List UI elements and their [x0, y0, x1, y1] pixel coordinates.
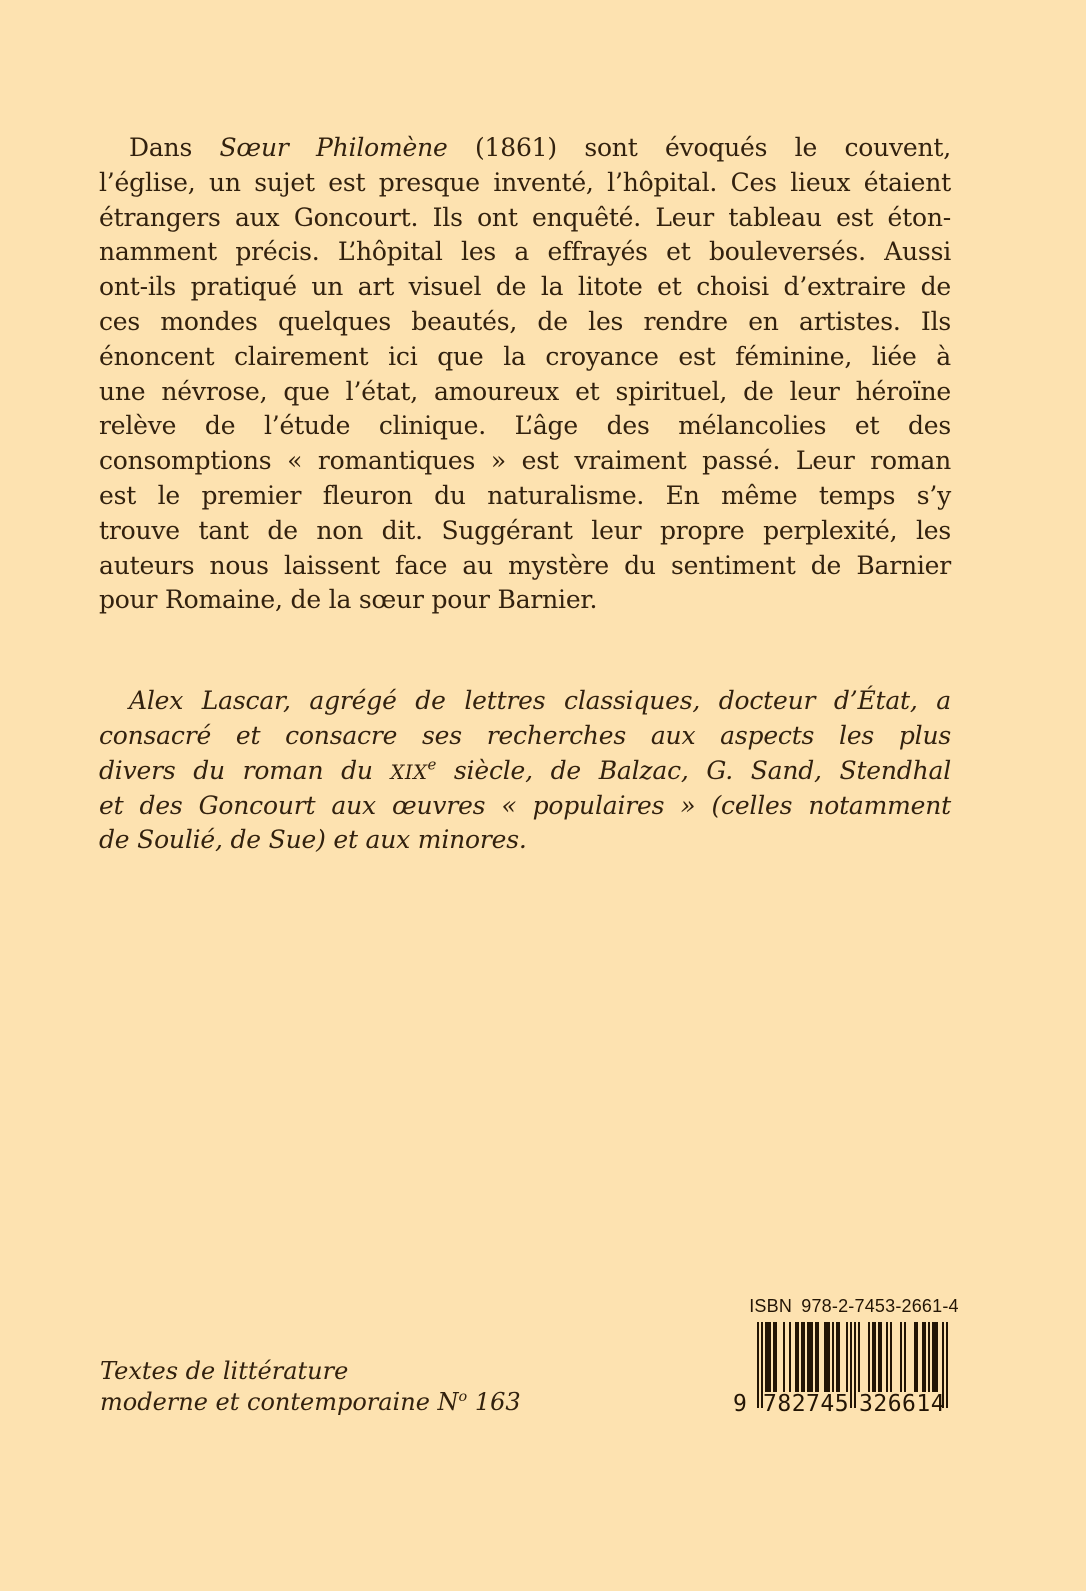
text-run: une névrose, que l’état, amoureux et spirituel, de leur héroïne — [99, 376, 951, 406]
text-line — [99, 719, 951, 754]
text-run: relève de l’étude clinique. L’âge des mélancolies et des — [99, 411, 951, 441]
text-line — [99, 754, 951, 789]
text-run: pour Romaine, de la sœur pour Barnier. — [99, 585, 598, 615]
text-line — [99, 444, 951, 479]
text-run: Sœur Philomène — [219, 133, 448, 162]
text-run: énoncent clairement ici que la croyance est féminine, liée à — [99, 341, 951, 371]
paragraph — [99, 131, 951, 618]
text-run: de Soulié, de Sue) et aux minores. — [99, 825, 527, 855]
series-line-2 — [100, 1387, 521, 1418]
barcode-digits-left: 782745 — [763, 1391, 850, 1417]
text-line — [99, 583, 951, 618]
series-line-1: Textes de littérature — [100, 1357, 349, 1385]
series-label — [100, 1356, 521, 1418]
text-run: l’église, un sujet est presque inventé, l’hôpital. Ces lieux étaient — [99, 167, 951, 197]
text-line — [99, 340, 951, 375]
barcode — [733, 1322, 959, 1418]
text-line — [99, 235, 951, 270]
text-line — [99, 131, 951, 166]
text-run: o — [458, 1389, 468, 1405]
text-line — [99, 270, 951, 305]
text-line — [99, 823, 951, 858]
text-run: siècle, de Balzac, G. Sand, Stendhal — [436, 755, 952, 785]
text-line — [99, 479, 951, 514]
barcode-digit-leading: 9 — [733, 1391, 747, 1417]
isbn-label: ISBN 978-2-7453-2661-4 — [749, 1296, 959, 1316]
text-run: trouve tant de non dit. Suggérant leur propre perplexité, les — [99, 515, 951, 545]
text-run: 163 — [467, 1388, 521, 1416]
text-run: ces mondes quelques beautés, de les rendre en artistes. Ils — [99, 306, 951, 336]
text-run: Dans — [129, 133, 220, 162]
text-line — [99, 684, 951, 719]
text-run: (1861) sont évoqués le couvent, — [447, 133, 952, 162]
text-line — [99, 166, 951, 201]
text-run: consacré et consacre ses recherches aux aspects les plus — [99, 720, 951, 750]
text-line — [99, 305, 951, 340]
text-run: e — [427, 755, 437, 774]
text-run: étrangers aux Goncourt. Ils ont enquêté. Leur tableau est éton- — [99, 202, 951, 232]
text-run: et des Goncourt aux œuvres « populaires » (celles notamment — [99, 790, 951, 820]
paragraph — [99, 684, 951, 858]
text-line — [99, 375, 951, 410]
text-run: divers du roman du — [99, 755, 391, 785]
text-run: moderne et contemporaine N — [100, 1388, 459, 1416]
barcode-digits-right: 326614 — [859, 1391, 946, 1417]
text-run: XIX — [390, 760, 428, 784]
text-line — [99, 789, 951, 824]
text-run: auteurs nous laissent face au mystère du sentiment de Barnier — [99, 550, 951, 580]
text-line — [99, 549, 951, 584]
text-run: Alex Lascar, agrégé de lettres classiques, docteur d’État, a — [129, 686, 951, 716]
text-line — [99, 201, 951, 236]
text-run: ont-ils pratiqué un art visuel de la litote et choisi d’extraire de — [99, 272, 951, 302]
text-run: consomptions « romantiques » est vraiment passé. Leur roman — [99, 446, 951, 476]
text-line — [99, 514, 951, 549]
text-line — [99, 409, 951, 444]
text-run: est le premier fleuron du naturalisme. En même temps s’y — [99, 480, 951, 510]
text-run: namment précis. L’hôpital les a effrayés et bouleversés. Aussi — [99, 237, 951, 267]
blurb — [99, 131, 951, 858]
barcode-module — [946, 1322, 948, 1408]
